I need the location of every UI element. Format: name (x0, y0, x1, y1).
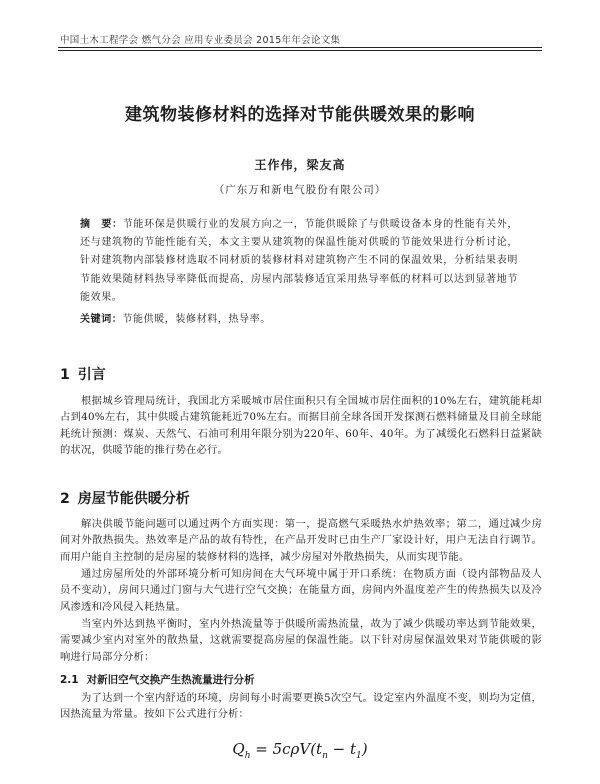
paper-authors: 王作伟，梁友高 (254, 158, 346, 172)
formula-minus: − t (327, 740, 357, 758)
keywords (80, 310, 518, 325)
paragraph: 为了达到一个室内舒适的环境，房间每小时需要更换5次空气。设定室内外温度不变，则均为定值，因热流量为常量。按如下公式进行分析： (60, 692, 542, 721)
keywords-label: 关键词： (80, 314, 123, 325)
paragraph: 根据城乡管理局统计，我国北方采暖城市居住面积只有全国城市居住面积的10%左右，建筑能耗却占到40%左右，其中供暖占建筑能耗近70%左右。而据目前全球各国开发探测石燃料储量及目前全球能耗统计预测：煤炭、天然气、石油可利用年限分别为220年、60年、40年。为了减缓化石燃料日益紧缺的状况，供暖节能的推行势在必行。 (60, 395, 542, 457)
subsection-heading (60, 672, 255, 687)
section-number: 1 (60, 367, 70, 383)
formula-lhs: Q (232, 740, 245, 758)
paragraph: 解决供暖节能问题可以通过两个方面实现：第一，提高燃气采暖热水炉热效率；第二，通过减少房间对外散热损失。热效率是产品的故有特性，在产品开发时已由生产厂家设计好，用户无法自行调节。而用户能自主控制的是房屋的装修材料的选择，减少房屋对外散热损失，从而实现节能。 (60, 518, 542, 563)
section-heading-heating-analysis (60, 488, 190, 508)
formula-t2-subscript: 1 (356, 751, 362, 761)
paper-affiliation: （广东万和新电气股份有限公司） (213, 184, 387, 196)
section-number: 2 (60, 491, 70, 507)
abstract-text: 节能环保是供暖行业的发展方向之一，节能供暖除了与供暖设备本身的性能有关外，还与建筑物的节能性能有关，本文主要从建筑物的保温性能对供暖的节能效果进行分析讨论，针对建筑物内部装修材选取不同材质的装修材料对建筑物产生不同的保温效果，分析结果表明节能效果随材料热导率降低而提高，房屋内部装修适宜采用热导率低的材料可以达到显著地节能效果。 (80, 219, 519, 303)
abstract (80, 216, 518, 307)
section-title: 引言 (77, 367, 106, 383)
formula-rhs-suffix: ) (361, 740, 368, 758)
section-heading-introduction (60, 364, 106, 384)
subsection-number: 2.1 (60, 674, 79, 686)
paragraph: 当室内外达到热平衡时，室内外热流量等于供暖所需热流量，故为了减少供暖功率达到节能效果，需要减少室内对室外的散热量，这就需要提高房屋的保温性能。以下针对房屋保温效果对节能供暖的影响进行局部分分析： (60, 618, 542, 663)
header-rule-thick (58, 47, 542, 48)
formula-lhs-subscript: h (244, 751, 251, 761)
paper-title: 建筑物装修材料的选择对节能供暖效果的影响 (125, 105, 475, 125)
abstract-label: 摘 要： (80, 219, 123, 230)
formula-t1-subscript: n (322, 751, 328, 761)
section-title: 房屋节能供暖分析 (77, 491, 190, 507)
formula-rhs-prefix: = 5cρV(t (255, 740, 323, 758)
header-rule-thin (58, 50, 542, 51)
running-header: 中国土木工程学会 燃气分会 应用专业委员会 2015年年会论文集 (60, 35, 341, 46)
keywords-text: 节能供暖，装修材料，热导率。 (122, 314, 271, 325)
subsection-title: 对新旧空气交换产生热流量进行分析 (86, 674, 255, 686)
paragraph: 通过房屋所处的外部环境分析可知房间在大气环境中属于开口系统：在物质方面（设内部物品及人员不变动），房间只通过门窗与大气进行空气交换；在能量方面，房间内外温度差产生的传热损失以及冷风渗透和冷风侵入耗热量。 (60, 568, 542, 613)
formula (0, 740, 600, 761)
